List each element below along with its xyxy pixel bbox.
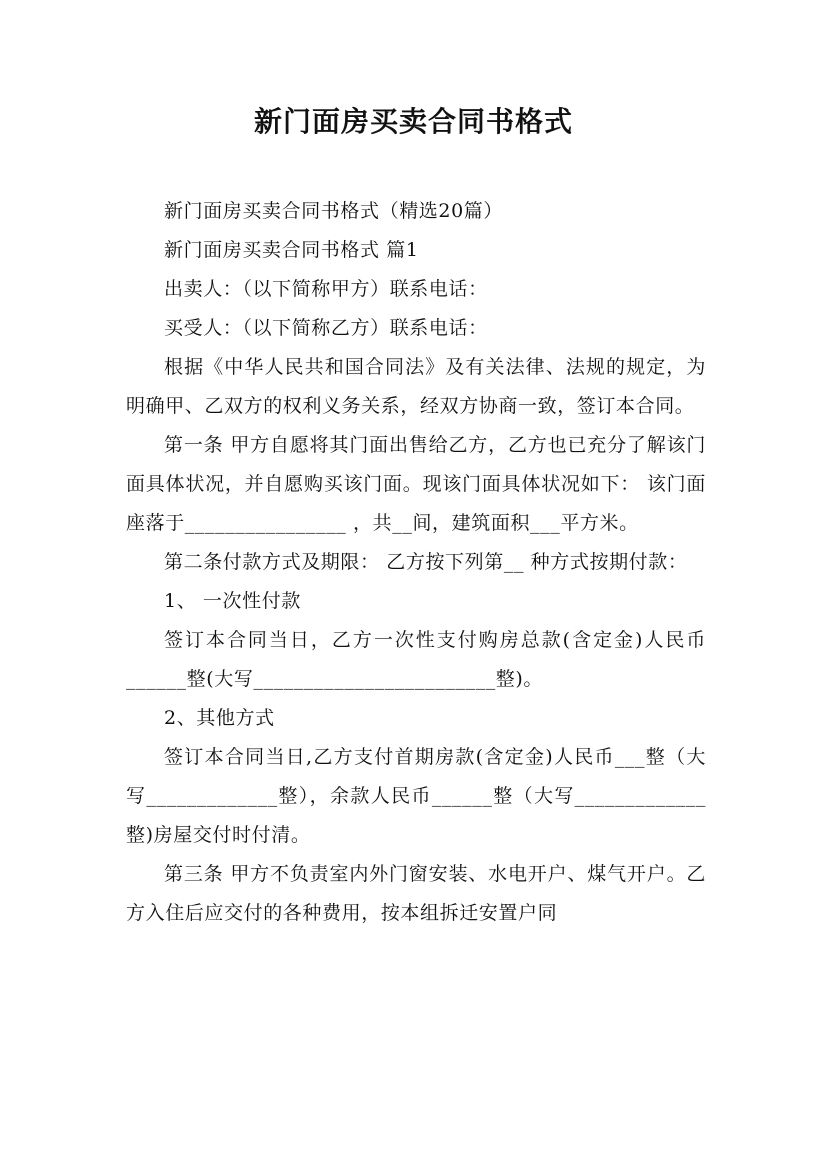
paragraph-article-3: 第三条 甲方不负责室内外门窗安装、水电开户、煤气开户。乙方入住后应交付的各种费用，按本组拆迁安置户同 [126, 863, 706, 924]
paragraph-option-1-detail: 签订本合同当日，乙方一次性支付购房总款(含定金)人民币 ______整(大写________________________整)。 [126, 629, 706, 690]
paragraph-buyer: 买受人：（以下简称乙方）联系电话： [164, 317, 488, 339]
paragraph-preamble: 根据《中华人民共和国合同法》及有关法律、法规的规定，为明确甲、乙双方的权利义务关系，经双方协商一致，签订本合同。 [126, 356, 706, 417]
paragraph-option-2-detail: 签订本合同当日,乙方支付首期房款(含定金)人民币___整（大写_____________整），余款人民币______整（大写_____________整)房屋交付时付清。 [126, 746, 706, 846]
document-body [126, 192, 706, 933]
paragraph-article-1: 第一条 甲方自愿将其门面出售给乙方，乙方也已充分了解该门面具体状况，并自愿购买该门面。现该门面具体状况如下： 该门面座落于________________ ，共__间，建筑面积___平方米。 [126, 434, 706, 534]
paragraph-article-2: 第二条付款方式及期限： 乙方按下列第__ 种方式按期付款： [164, 551, 688, 573]
paragraph-section-heading: 新门面房买卖合同书格式 篇1 [164, 239, 419, 261]
paragraph-seller: 出卖人：（以下简称甲方）联系电话： [164, 278, 488, 300]
document-title: 新门面房买卖合同书格式 [253, 105, 573, 138]
paragraph-option-1: 1、 一次性付款 [164, 590, 301, 612]
paragraph-subtitle: 新门面房买卖合同书格式（精选20篇） [164, 200, 503, 222]
paragraph-option-2: 2、其他方式 [164, 707, 275, 729]
